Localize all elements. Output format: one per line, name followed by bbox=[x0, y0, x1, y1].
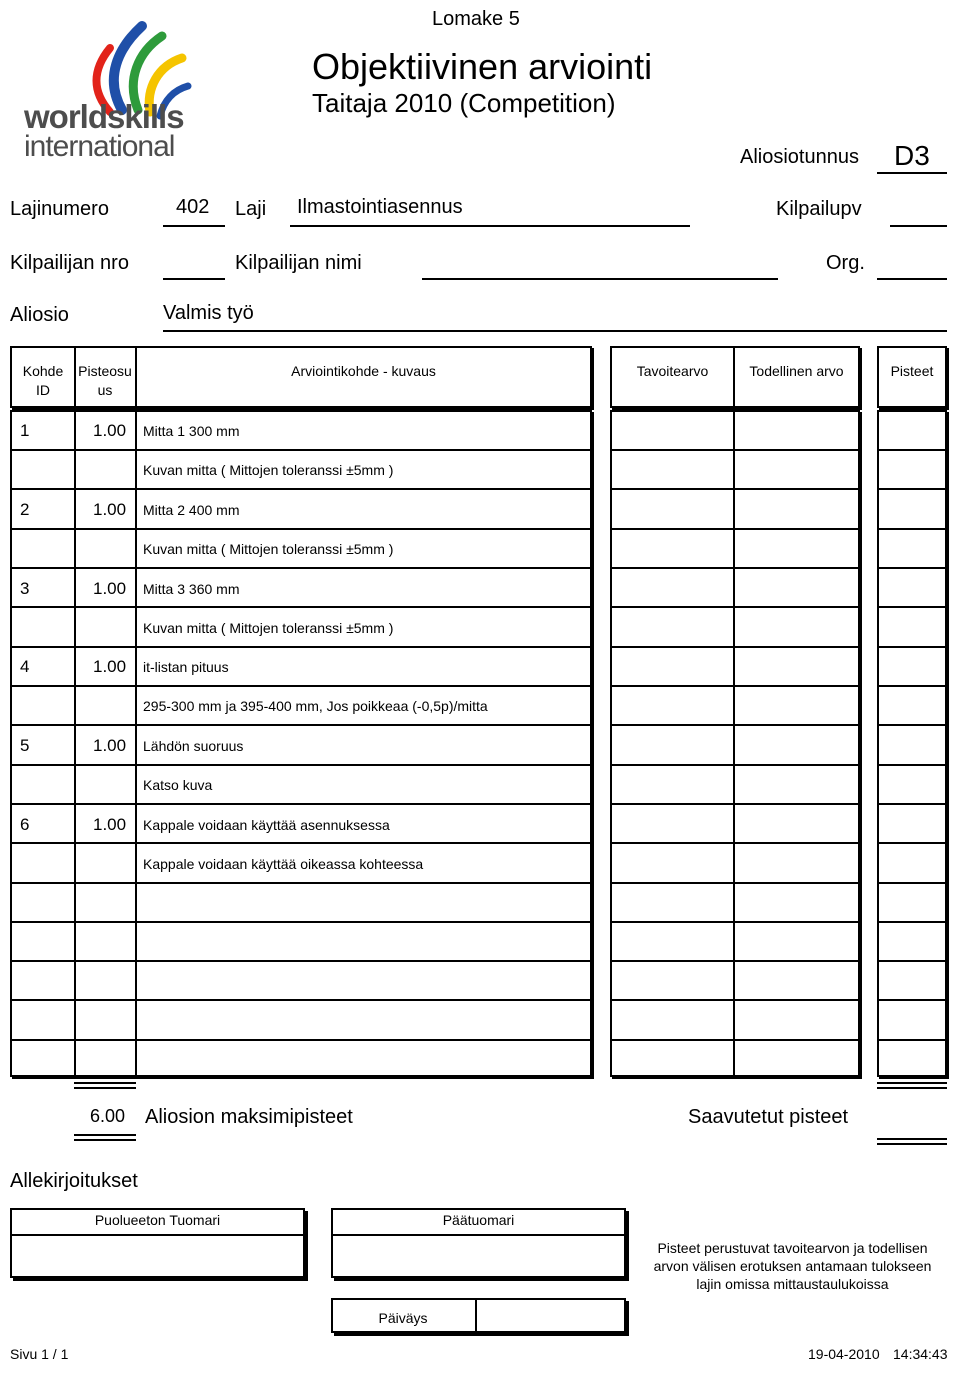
row-6-points: 1.00 bbox=[93, 815, 127, 834]
row-3-id: 3 bbox=[20, 579, 30, 598]
laji-value: Ilmastointiasennus bbox=[297, 196, 463, 218]
row-2-points: 1.00 bbox=[93, 500, 127, 519]
row-1-points: 1.00 bbox=[93, 421, 127, 440]
table-row-line bbox=[877, 567, 947, 569]
table-row-line bbox=[877, 685, 947, 687]
table-row-line bbox=[610, 646, 860, 648]
lajinumero-label: Lajinumero bbox=[10, 198, 109, 220]
table-row-line bbox=[877, 803, 947, 805]
table-row-line bbox=[10, 882, 592, 884]
table-row-line bbox=[10, 528, 592, 530]
note-line-3: lajin omissa mittaustaulukoissa bbox=[696, 1276, 889, 1292]
table-row-line bbox=[877, 1039, 947, 1041]
logo-text-world: worldskills bbox=[24, 98, 184, 135]
row-6-desc: Kappale voidaan käyttää oikeassa kohteessa bbox=[143, 856, 424, 872]
header-todellinen: Todellinen arvo bbox=[749, 363, 844, 379]
row-3-points: 1.00 bbox=[93, 579, 127, 598]
chief-judge-label: Päätuomari bbox=[442, 1212, 515, 1228]
table-row-line bbox=[610, 685, 860, 687]
table-row-line bbox=[610, 528, 860, 530]
header-kuvaus: Arviointikohde - kuvaus bbox=[291, 363, 436, 379]
table-row-line bbox=[877, 528, 947, 530]
header-tavoitearvo: Tavoitearvo bbox=[636, 363, 709, 379]
table-row-line bbox=[10, 842, 592, 844]
table-row-line bbox=[10, 606, 592, 608]
row-5-desc: Katso kuva bbox=[143, 777, 213, 793]
org-field[interactable] bbox=[877, 278, 947, 280]
table-row-line bbox=[610, 999, 860, 1001]
table-row-line bbox=[610, 724, 860, 726]
row-6-title: Kappale voidaan käyttää asennuksessa bbox=[143, 817, 390, 833]
table-row-line bbox=[10, 449, 592, 451]
row-1-desc: Kuvan mitta ( Mittojen toleranssi ±5mm ) bbox=[143, 462, 394, 478]
table-row-line bbox=[10, 999, 592, 1001]
row-2-desc: Kuvan mitta ( Mittojen toleranssi ±5mm ) bbox=[143, 541, 394, 557]
table-row-line bbox=[877, 764, 947, 766]
table-row-line bbox=[610, 882, 860, 884]
row-5-title: Lähdön suoruus bbox=[143, 738, 244, 754]
aliosiotunnus-label: Aliosiotunnus bbox=[740, 146, 859, 168]
row-4-id: 4 bbox=[20, 657, 30, 676]
row-1-title: Mitta 1 300 mm bbox=[143, 423, 240, 439]
table-row-line bbox=[10, 1039, 592, 1041]
row-3-title: Mitta 3 360 mm bbox=[143, 581, 240, 597]
row-4-title: it-listan pituus bbox=[143, 659, 229, 675]
kilpailupv-label: Kilpailupv bbox=[776, 198, 862, 220]
table-row-line bbox=[10, 488, 592, 490]
max-points-label: Aliosion maksimipisteet bbox=[145, 1106, 353, 1128]
table-row-line bbox=[610, 1039, 860, 1041]
worldskills-logo bbox=[22, 18, 194, 166]
table-row-line bbox=[10, 724, 592, 726]
page-title: Objektiivinen arviointi bbox=[312, 46, 653, 87]
row-2-title: Mitta 2 400 mm bbox=[143, 502, 240, 518]
table-row-line bbox=[610, 764, 860, 766]
kilpailijan-nimi-label: Kilpailijan nimi bbox=[235, 252, 362, 274]
achieved-points-field[interactable] bbox=[877, 1138, 947, 1145]
table-row-line bbox=[610, 803, 860, 805]
table-row-line bbox=[877, 724, 947, 726]
kilpailijan-nro-label: Kilpailijan nro bbox=[10, 252, 129, 274]
footer-time: 14:34:43 bbox=[893, 1346, 948, 1362]
header-pisteet: Pisteet bbox=[890, 363, 934, 379]
laji-label: Laji bbox=[235, 198, 267, 220]
row-6-id: 6 bbox=[20, 815, 30, 834]
org-label: Org. bbox=[826, 252, 865, 274]
table-row-line bbox=[610, 606, 860, 608]
table-row-line bbox=[877, 921, 947, 923]
lajinumero-value: 402 bbox=[176, 196, 210, 218]
table-row-line bbox=[877, 449, 947, 451]
kilpailijan-nro-field[interactable] bbox=[163, 278, 225, 280]
kilpailijan-nimi-field[interactable] bbox=[422, 278, 778, 280]
header-kohde: Kohde ID bbox=[22, 363, 64, 398]
page-subtitle: Taitaja 2010 (Competition) bbox=[312, 88, 616, 118]
header-pisteosuus: Pisteosu us bbox=[78, 363, 132, 398]
table-row-line bbox=[610, 960, 860, 962]
row-5-points: 1.00 bbox=[93, 736, 127, 755]
signatures-heading: Allekirjoitukset bbox=[10, 1170, 138, 1192]
table-row-line bbox=[610, 842, 860, 844]
row-5-id: 5 bbox=[20, 736, 30, 755]
table-row-line bbox=[877, 488, 947, 490]
table-row-line bbox=[877, 606, 947, 608]
aliosio-value: Valmis työ bbox=[163, 302, 254, 324]
footer-date: 19-04-2010 bbox=[808, 1346, 880, 1362]
max-points-value: 6.00 bbox=[90, 1106, 126, 1126]
row-4-desc: 295-300 mm ja 395-400 mm, Jos poikkeaa (-0,5p)/mitta bbox=[143, 698, 488, 714]
note-line-2: arvon välisen erotuksen antamaan tulokseen bbox=[653, 1258, 932, 1274]
table-row-line bbox=[10, 685, 592, 687]
table-row-line bbox=[877, 999, 947, 1001]
row-3-desc: Kuvan mitta ( Mittojen toleranssi ±5mm ) bbox=[143, 620, 394, 636]
table-row-line bbox=[610, 449, 860, 451]
table-row-line bbox=[877, 842, 947, 844]
aliosiotunnus-value: D3 bbox=[894, 140, 930, 171]
footer-page: Sivu 1 / 1 bbox=[10, 1346, 69, 1362]
table-row-line bbox=[877, 882, 947, 884]
logo-text-international: international bbox=[24, 130, 175, 163]
note-line-1: Pisteet perustuvat tavoitearvon ja todellisen bbox=[657, 1240, 928, 1256]
row-2-id: 2 bbox=[20, 500, 30, 519]
date-label: Päiväys bbox=[378, 1310, 428, 1326]
row-4-points: 1.00 bbox=[93, 657, 127, 676]
table-row-line bbox=[610, 488, 860, 490]
table-row-line bbox=[10, 764, 592, 766]
table-row-line bbox=[10, 803, 592, 805]
kilpailupv-field[interactable] bbox=[890, 225, 947, 227]
table-row-line bbox=[10, 960, 592, 962]
table-row-line bbox=[877, 960, 947, 962]
table-row-line bbox=[10, 567, 592, 569]
neutral-judge-label: Puolueeton Tuomari bbox=[94, 1212, 221, 1228]
table-row-line bbox=[610, 567, 860, 569]
table-row-line bbox=[10, 921, 592, 923]
row-1-id: 1 bbox=[20, 421, 30, 440]
achieved-points-label: Saavutetut pisteet bbox=[688, 1106, 849, 1128]
table-row-line bbox=[10, 646, 592, 648]
table-row-line bbox=[610, 921, 860, 923]
aliosio-label: Aliosio bbox=[10, 304, 69, 326]
form-number: Lomake 5 bbox=[432, 8, 520, 30]
table-row-line bbox=[877, 646, 947, 648]
